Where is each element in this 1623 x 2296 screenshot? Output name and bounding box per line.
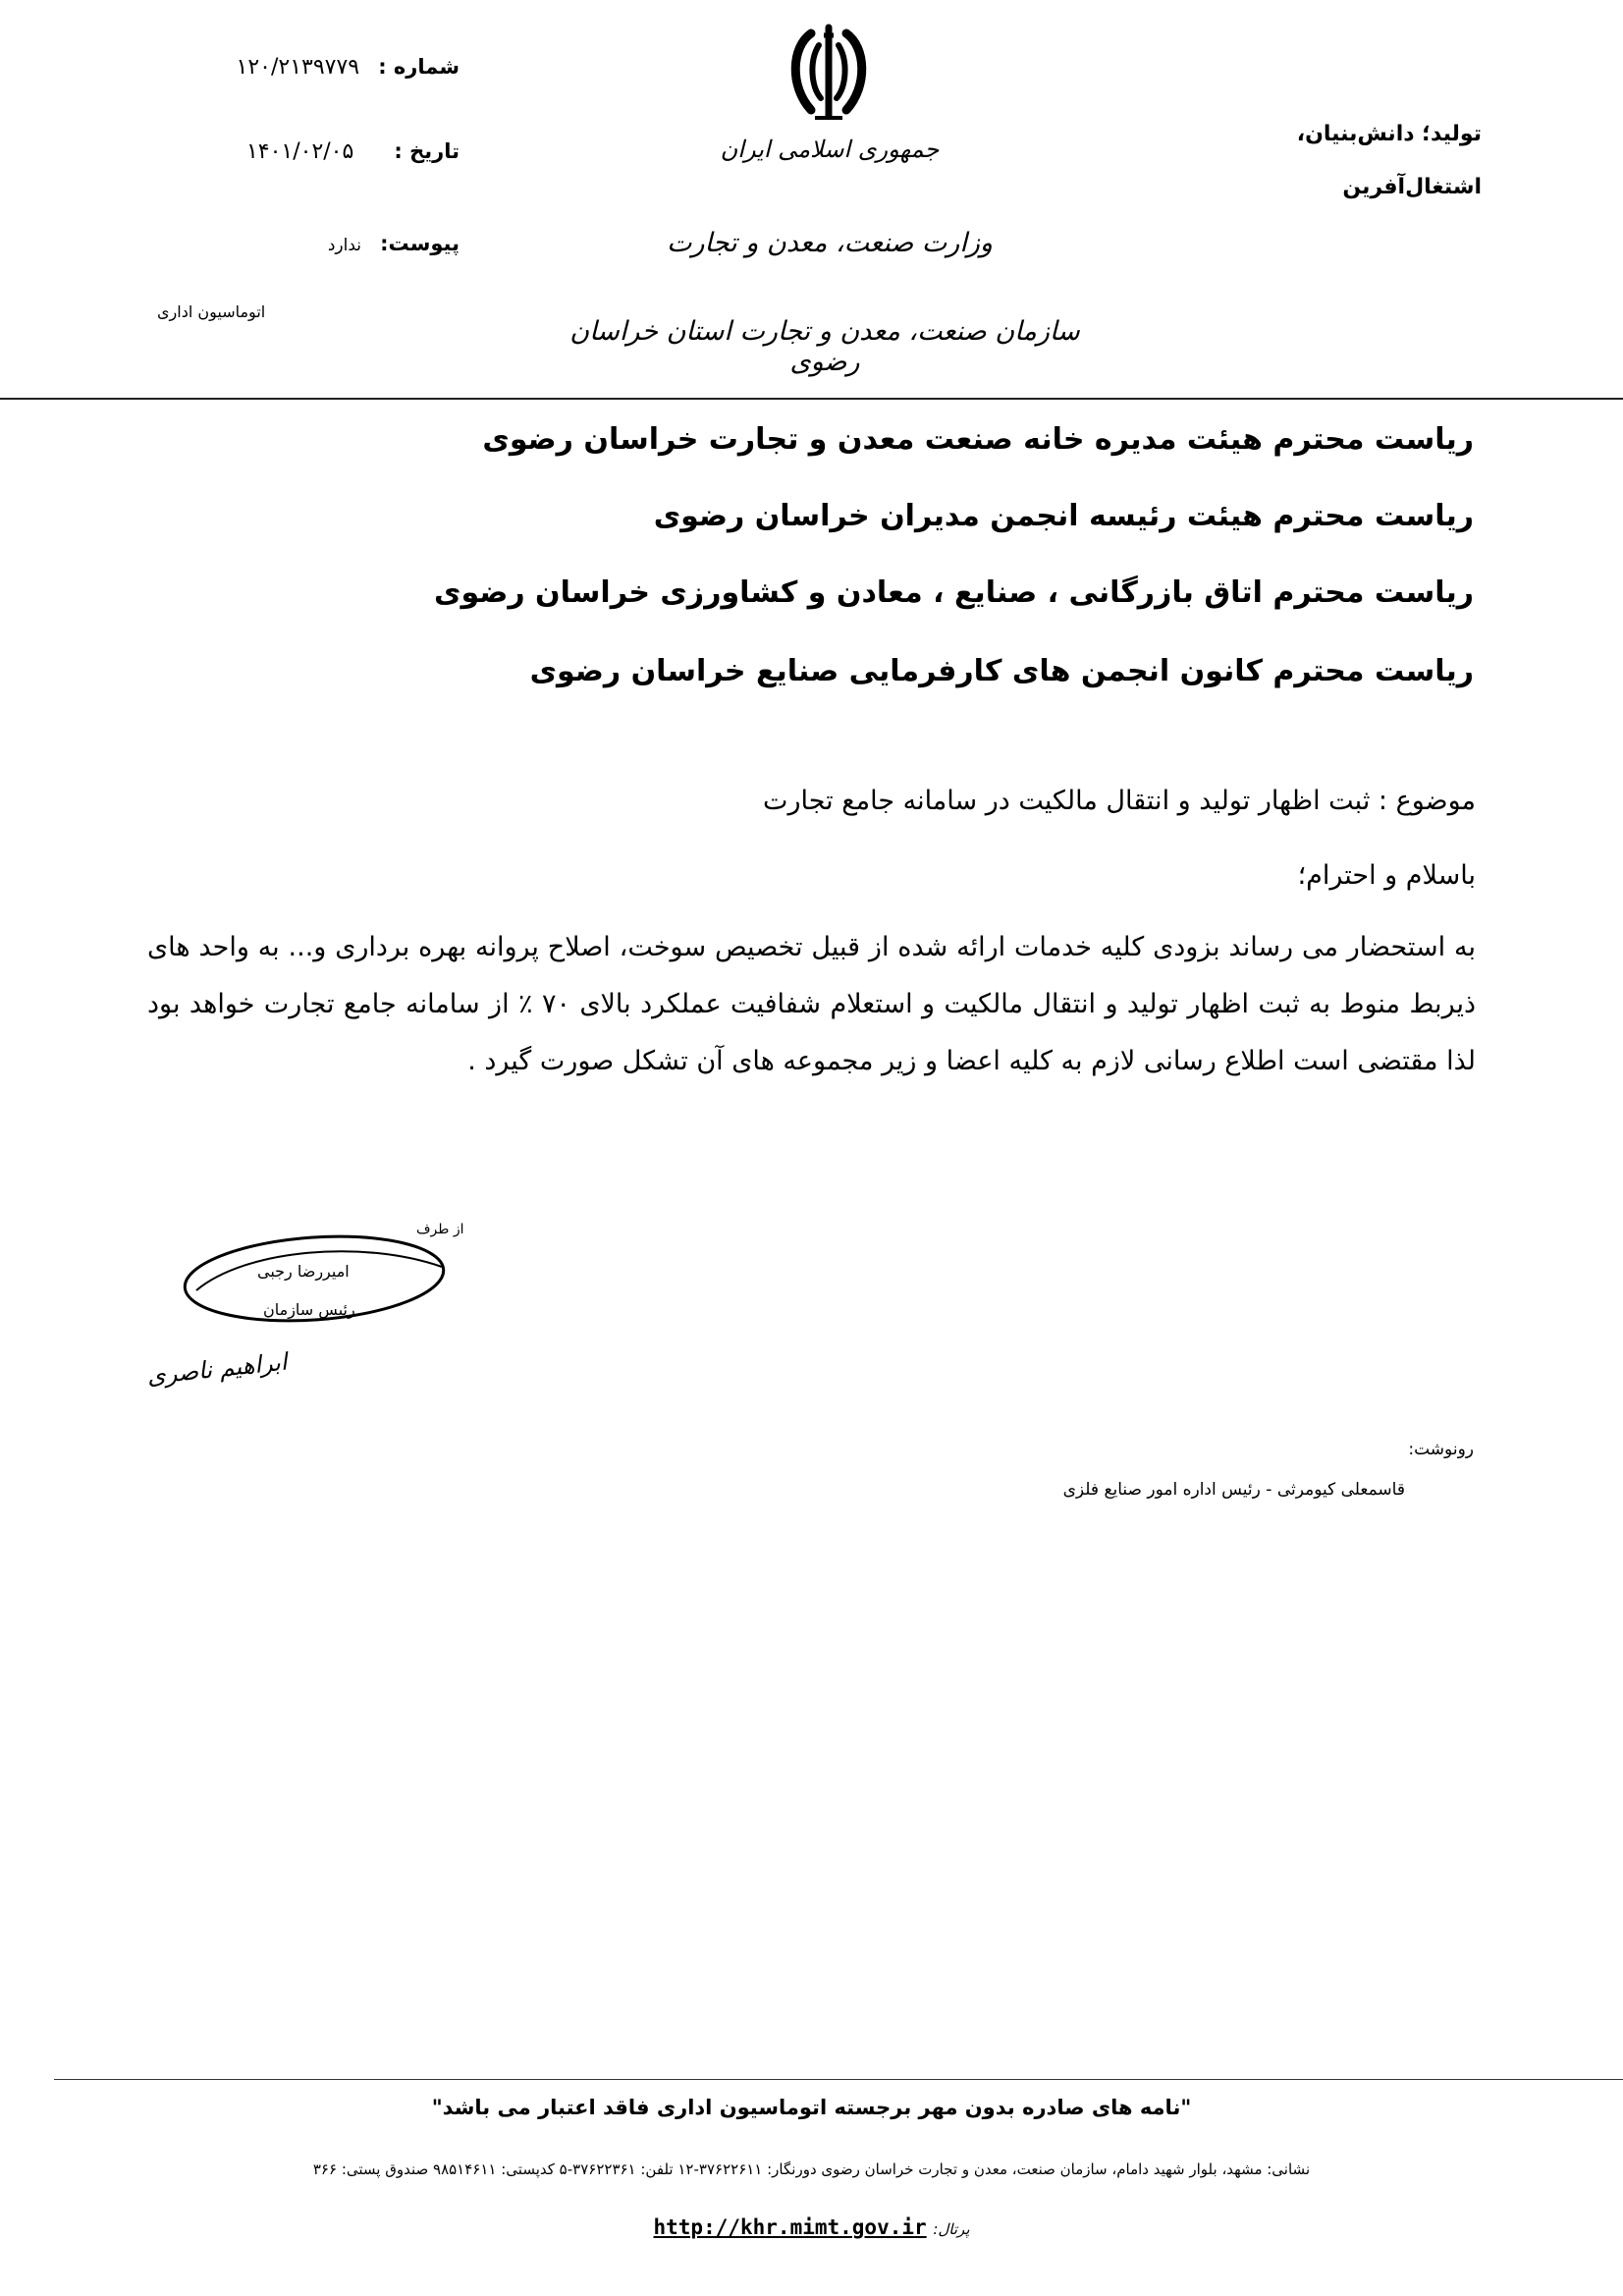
slogan-line-2: اشتغال‌آفرین <box>1342 175 1482 199</box>
letter-body: به استحضار می رساند بزودی کلیه خدمات ارائه شده از قبیل تخصیص سوخت، اصلاح پروانه بهره برداری و... به واحد های ذیربط منوط به ثبت اظهار تولید و انتقال مالکیت و استعلام شفافیت عملکرد بالای ۷۰ ٪ از سامانه جامع تجارت خواهد بود لذا مقتضی است اطلاع رسانی لازم به کلیه اعضا و زیر مجموعه های آن تشکل صورت گیرد . <box>147 932 1477 1076</box>
attachment-label: پیوست: <box>380 232 460 255</box>
greeting: باسلام و احترام؛ <box>1297 860 1476 891</box>
footer-website <box>0 2215 1623 2239</box>
recipient-4: ریاست محترم کانون انجمن های کارفرمایی صنایع خراسان رضوی <box>529 654 1474 688</box>
website-label: پرتال: <box>933 2220 970 2238</box>
cc-line: قاسمعلی کیومرثی - رئیس اداره امور صنایع فلزی <box>1062 1480 1405 1500</box>
organization-name: سازمان صنعت، معدن و تجارت استان خراسان رضوی <box>569 316 1080 377</box>
number-label: شماره : <box>378 55 460 79</box>
republic-name: جمهوری اسلامی ایران <box>720 136 940 163</box>
recipient-3: ریاست محترم اتاق بازرگانی ، صنایع ، معادن و کشاورزی خراسان رضوی <box>434 575 1474 610</box>
footer-address: نشانی: مشهد، بلوار شهید دامام، سازمان صنعت، معدن و تجارت خراسان رضوی دورنگار: ۳۷۶۲۲۶۱۱-۱۲ تلفن: ۳۷۶۲۲۳۶۱-۵ کدپستی: ۹۸۵۱۴۶۱۱ صندوق پستی: ۳۶۶ <box>312 2160 1311 2178</box>
signatory-name: امیررضا رجبی <box>257 1262 350 1281</box>
slogan <box>1297 108 1482 214</box>
recipient-1: ریاست محترم هیئت مدیره خانه صنعت معدن و تجارت خراسان رضوی <box>482 422 1474 457</box>
footer-divider <box>54 2079 1623 2080</box>
subject: موضوع : ثبت اظهار تولید و انتقال مالکیت در سامانه جامع تجارت <box>763 786 1476 816</box>
handwritten-signature: ابراهیم ناصری <box>145 1347 289 1391</box>
attachment-value: ندارد <box>327 236 361 255</box>
date-value: ۱۴۰۱/۰۲/۰۵ <box>245 139 354 164</box>
slogan-line-1: تولید؛ دانش‌بنیان، <box>1296 122 1482 146</box>
header-divider <box>0 398 1623 400</box>
letter-number <box>237 55 460 80</box>
signature-oval-icon <box>177 1222 464 1339</box>
iran-emblem-icon <box>782 22 876 124</box>
ministry-name: وزارت صنعت، معدن و تجارت <box>667 228 993 258</box>
signatory-title: رئیس سازمان <box>263 1300 355 1319</box>
on-behalf-label: از طرف <box>416 1222 464 1237</box>
letter-date <box>246 139 460 164</box>
number-value: ۱۲۰/۲۱۳۹۷۷۹ <box>236 55 360 80</box>
footer-notice: "نامه های صادره بدون مهر برجسته اتوماسیون اداری فاقد اعتبار می باشد" <box>431 2096 1192 2119</box>
automation-note: اتوماسیون اداری <box>157 302 266 321</box>
cc-label: رونوشت: <box>1408 1440 1474 1459</box>
website-link[interactable]: http://khr.mimt.gov.ir <box>653 2215 927 2239</box>
letter-attachment <box>328 232 460 255</box>
date-label: تاریخ : <box>394 139 460 163</box>
recipient-2: ریاست محترم هیئت رئیسه انجمن مدیران خراسان رضوی <box>653 499 1474 533</box>
